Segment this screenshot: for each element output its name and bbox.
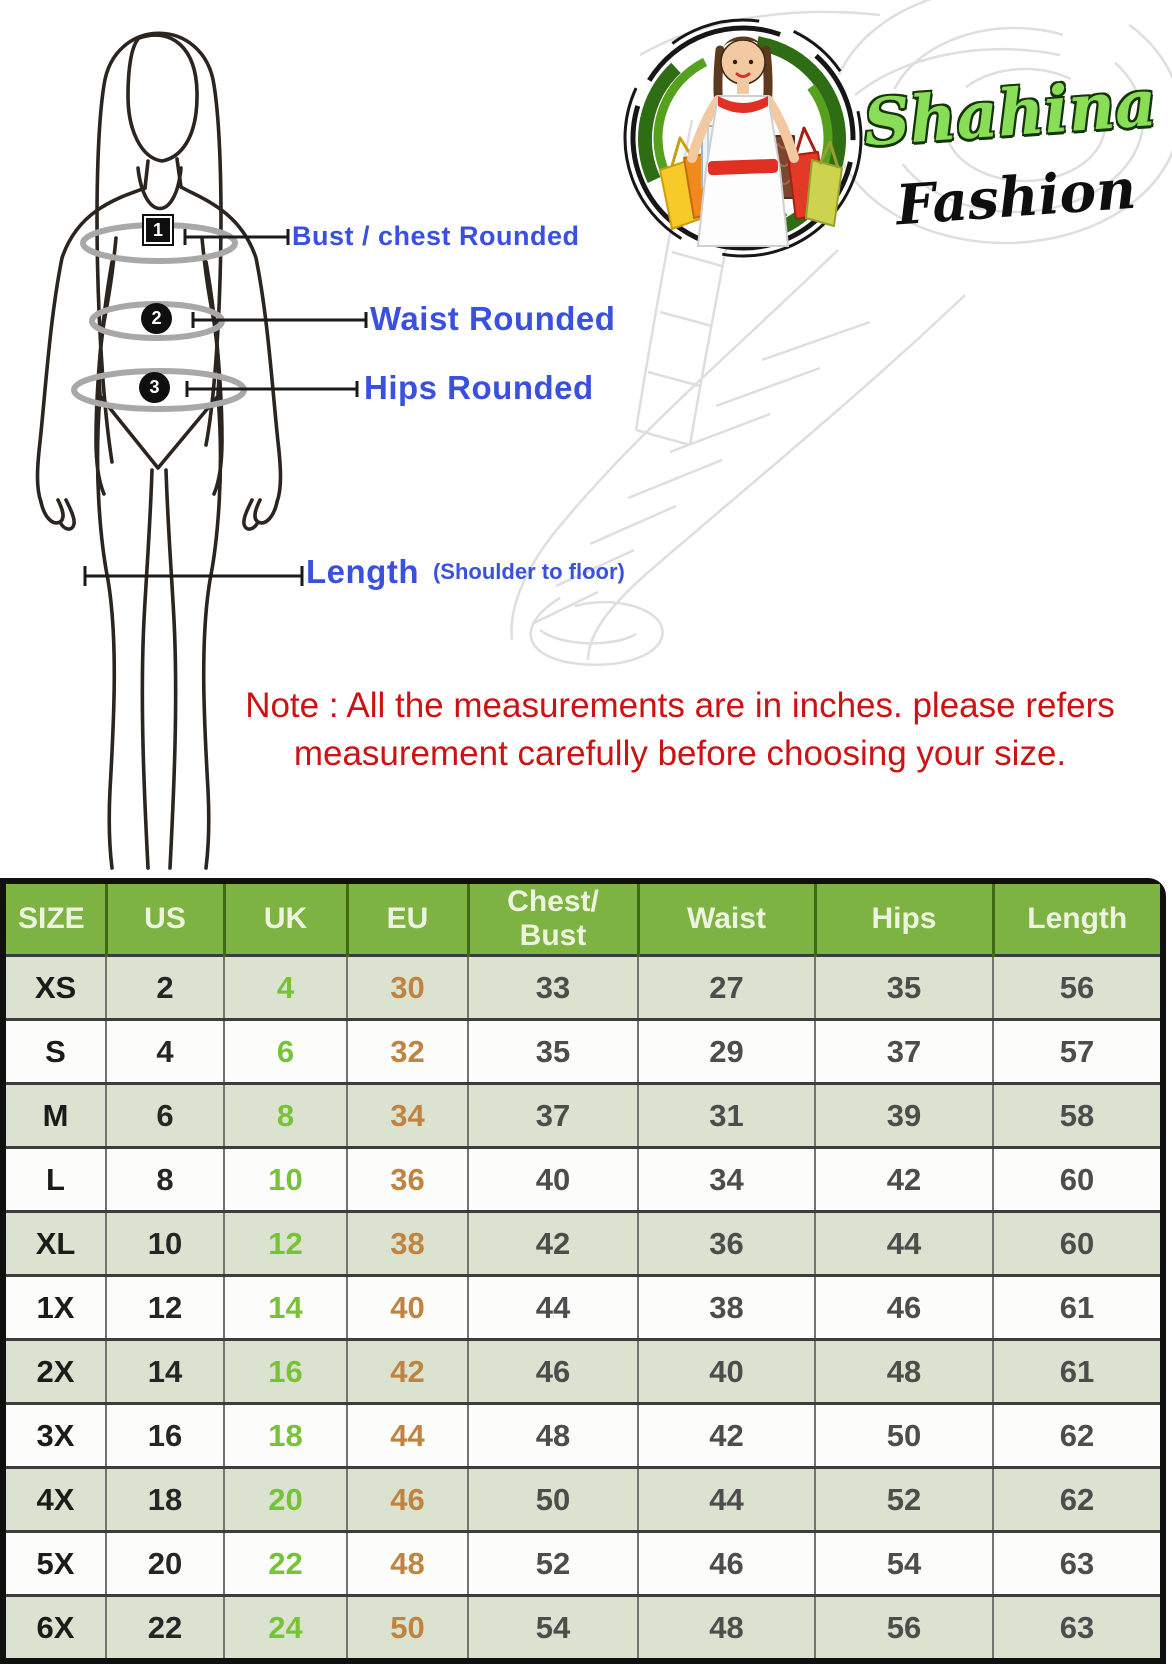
- table-cell: 30: [347, 956, 468, 1020]
- table-cell: 63: [993, 1596, 1160, 1659]
- marker-1-badge: 1: [142, 214, 174, 246]
- table-cell: 48: [815, 1340, 993, 1404]
- table-cell: 20: [224, 1468, 347, 1532]
- table-cell: 60: [993, 1212, 1160, 1276]
- length-label-sub: (Shoulder to floor): [432, 559, 625, 584]
- marker-3-badge: 3: [139, 372, 170, 403]
- table-cell: 14: [224, 1276, 347, 1340]
- size-table-head: [6, 884, 1160, 956]
- length-label-main: Length: [306, 553, 419, 590]
- table-cell: 20: [106, 1532, 224, 1596]
- table-cell: 62: [993, 1404, 1160, 1468]
- table-cell: 46: [815, 1276, 993, 1340]
- column-header: Waist: [638, 884, 815, 956]
- table-cell: 62: [993, 1468, 1160, 1532]
- row-size-label: XS: [6, 956, 106, 1020]
- size-table-wrapper: [0, 878, 1166, 1664]
- table-cell: 56: [815, 1596, 993, 1659]
- table-cell: 61: [993, 1340, 1160, 1404]
- table-row: [6, 1532, 1160, 1596]
- waist-label: Waist Rounded: [370, 300, 616, 337]
- table-cell: 12: [224, 1212, 347, 1276]
- column-header: UK: [224, 884, 347, 956]
- table-cell: 6: [106, 1084, 224, 1148]
- note-line-1: Note : All the measurements are in inches. please refers: [245, 686, 1115, 725]
- table-cell: 37: [815, 1020, 993, 1084]
- table-cell: 60: [993, 1148, 1160, 1212]
- table-cell: 14: [106, 1340, 224, 1404]
- table-cell: 22: [224, 1532, 347, 1596]
- table-cell: 61: [993, 1276, 1160, 1340]
- table-cell: 37: [468, 1084, 638, 1148]
- table-cell: 46: [468, 1340, 638, 1404]
- table-cell: 39: [815, 1084, 993, 1148]
- table-cell: 29: [638, 1020, 815, 1084]
- table-cell: 40: [638, 1340, 815, 1404]
- table-cell: 4: [106, 1020, 224, 1084]
- table-cell: 42: [468, 1212, 638, 1276]
- table-cell: 35: [815, 956, 993, 1020]
- column-header: Chest/ Bust: [468, 884, 638, 956]
- table-cell: 58: [993, 1084, 1160, 1148]
- row-size-label: 3X: [6, 1404, 106, 1468]
- table-row: [6, 1404, 1160, 1468]
- table-cell: 48: [468, 1404, 638, 1468]
- table-cell: 4: [224, 956, 347, 1020]
- row-size-label: M: [6, 1084, 106, 1148]
- table-cell: 8: [224, 1084, 347, 1148]
- table-row: [6, 956, 1160, 1020]
- brand-name-script: Shahina: [861, 65, 1159, 162]
- brand-logo-emblem: [616, 8, 872, 270]
- table-cell: 18: [106, 1468, 224, 1532]
- table-row: [6, 1020, 1160, 1084]
- row-size-label: XL: [6, 1212, 106, 1276]
- table-cell: 42: [347, 1340, 468, 1404]
- table-cell: 27: [638, 956, 815, 1020]
- table-cell: 36: [347, 1148, 468, 1212]
- table-cell: 22: [106, 1596, 224, 1659]
- column-header: Hips: [815, 884, 993, 956]
- table-cell: 36: [638, 1212, 815, 1276]
- table-cell: 42: [815, 1148, 993, 1212]
- table-cell: 2: [106, 956, 224, 1020]
- table-cell: 50: [347, 1596, 468, 1659]
- row-size-label: 6X: [6, 1596, 106, 1659]
- table-cell: 34: [347, 1084, 468, 1148]
- column-header: Length: [993, 884, 1160, 956]
- row-size-label: S: [6, 1020, 106, 1084]
- table-cell: 52: [815, 1468, 993, 1532]
- measurement-note: [190, 682, 1170, 778]
- note-line-2: measurement carefully before choosing your size.: [293, 734, 1067, 773]
- size-table: [6, 884, 1160, 1658]
- table-cell: 6: [224, 1020, 347, 1084]
- table-cell: 56: [993, 956, 1160, 1020]
- table-cell: 38: [347, 1212, 468, 1276]
- table-row: [6, 1468, 1160, 1532]
- table-cell: 52: [468, 1532, 638, 1596]
- table-cell: 54: [815, 1532, 993, 1596]
- table-cell: 32: [347, 1020, 468, 1084]
- table-cell: 44: [347, 1404, 468, 1468]
- length-label: [306, 553, 625, 591]
- table-row: [6, 1084, 1160, 1148]
- table-cell: 40: [468, 1148, 638, 1212]
- table-cell: 63: [993, 1532, 1160, 1596]
- table-cell: 8: [106, 1148, 224, 1212]
- table-cell: 10: [224, 1148, 347, 1212]
- row-size-label: 5X: [6, 1532, 106, 1596]
- table-cell: 54: [468, 1596, 638, 1659]
- table-cell: 50: [815, 1404, 993, 1468]
- table-cell: 31: [638, 1084, 815, 1148]
- row-size-label: 2X: [6, 1340, 106, 1404]
- table-row: [6, 1340, 1160, 1404]
- table-cell: 34: [638, 1148, 815, 1212]
- row-size-label: 4X: [6, 1468, 106, 1532]
- table-cell: 57: [993, 1020, 1160, 1084]
- table-cell: 50: [468, 1468, 638, 1532]
- table-cell: 46: [347, 1468, 468, 1532]
- table-cell: 48: [638, 1596, 815, 1659]
- size-table-body: [6, 956, 1160, 1659]
- table-cell: 10: [106, 1212, 224, 1276]
- table-row: [6, 1276, 1160, 1340]
- column-header: EU: [347, 884, 468, 956]
- table-cell: 18: [224, 1404, 347, 1468]
- row-size-label: L: [6, 1148, 106, 1212]
- table-cell: 42: [638, 1404, 815, 1468]
- table-cell: 16: [224, 1340, 347, 1404]
- table-cell: 48: [347, 1532, 468, 1596]
- bust-label: Bust / chest Rounded: [292, 221, 580, 251]
- marker-2-badge: 2: [141, 303, 172, 334]
- table-row: [6, 1212, 1160, 1276]
- table-cell: 16: [106, 1404, 224, 1468]
- table-cell: 33: [468, 956, 638, 1020]
- column-header: SIZE: [6, 884, 106, 956]
- row-size-label: 1X: [6, 1276, 106, 1340]
- table-cell: 44: [638, 1468, 815, 1532]
- hips-label: Hips Rounded: [364, 369, 594, 406]
- table-row: [6, 1596, 1160, 1659]
- header-row: [6, 884, 1160, 956]
- table-cell: 35: [468, 1020, 638, 1084]
- table-cell: 44: [468, 1276, 638, 1340]
- table-cell: 12: [106, 1276, 224, 1340]
- column-header: US: [106, 884, 224, 956]
- table-cell: 40: [347, 1276, 468, 1340]
- table-cell: 46: [638, 1532, 815, 1596]
- table-row: [6, 1148, 1160, 1212]
- table-cell: 44: [815, 1212, 993, 1276]
- table-cell: 38: [638, 1276, 815, 1340]
- table-cell: 24: [224, 1596, 347, 1659]
- brand-name-sub: Fashion: [893, 155, 1139, 238]
